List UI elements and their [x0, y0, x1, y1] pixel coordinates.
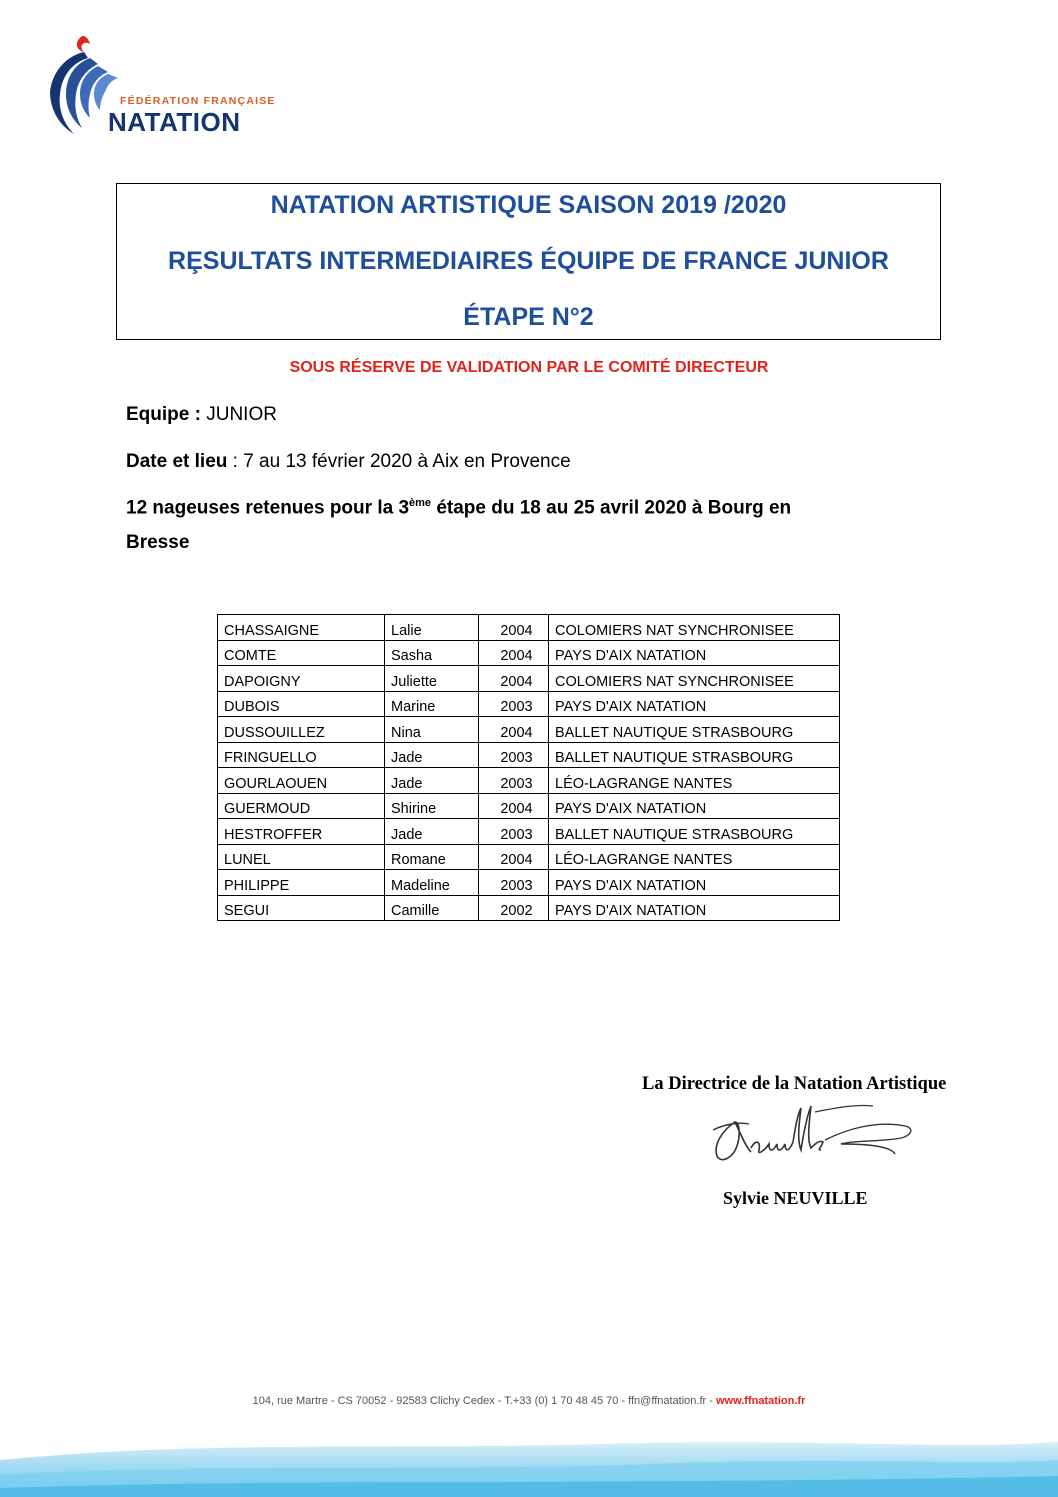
athlete-firstname: Jade — [385, 742, 479, 768]
athlete-club: PAYS D'AIX NATATION — [549, 793, 840, 819]
table-row — [218, 615, 840, 641]
athlete-birth-year: 2003 — [479, 742, 549, 768]
selection-text-start: 12 nageuses retenues pour la 3 — [126, 497, 410, 519]
athlete-surname: DAPOIGNY — [218, 666, 385, 692]
athlete-club: COLOMIERS NAT SYNCHRONISEE — [549, 615, 840, 641]
table-row — [218, 895, 840, 921]
athlete-birth-year: 2004 — [479, 640, 549, 666]
athlete-birth-year: 2003 — [479, 768, 549, 794]
athlete-birth-year: 2003 — [479, 691, 549, 717]
athlete-birth-year: 2004 — [479, 717, 549, 743]
logo-subtitle: FÉDÉRATION FRANÇAISE — [120, 95, 276, 107]
athlete-firstname: Madeline — [385, 870, 479, 896]
athlete-firstname: Romane — [385, 844, 479, 870]
athlete-surname: GUERMOUD — [218, 793, 385, 819]
selection-info-line2: Bresse — [126, 532, 190, 553]
footer-waves-decoration — [0, 1420, 1058, 1497]
handwritten-signature — [705, 1100, 920, 1175]
athlete-club: PAYS D'AIX NATATION — [549, 870, 840, 896]
table-row — [218, 870, 840, 896]
selection-info — [126, 497, 791, 519]
athlete-club: COLOMIERS NAT SYNCHRONISEE — [549, 666, 840, 692]
athlete-firstname: Lalie — [385, 615, 479, 641]
athlete-surname: LUNEL — [218, 844, 385, 870]
athlete-surname: PHILIPPE — [218, 870, 385, 896]
footer-address-text: 104, rue Martre - CS 70052 - 92583 Clichy Cedex - T.+33 (0) 1 70 48 45 70 - ffn@ffnatation.fr - — [252, 1395, 716, 1407]
athlete-surname: DUBOIS — [218, 691, 385, 717]
athlete-birth-year: 2004 — [479, 666, 549, 692]
athlete-surname: FRINGUELLO — [218, 742, 385, 768]
table-row — [218, 691, 840, 717]
table-row — [218, 666, 840, 692]
table-row — [218, 793, 840, 819]
title-results: RȨSULTATS INTERMEDIAIRES ÉQUIPE DE FRANCE JUNIOR — [168, 247, 889, 275]
selection-ordinal: ème — [409, 497, 432, 509]
athlete-firstname: Juliette — [385, 666, 479, 692]
athlete-birth-year: 2004 — [479, 793, 549, 819]
athlete-firstname: Jade — [385, 819, 479, 845]
athlete-firstname: Marine — [385, 691, 479, 717]
selection-text-end: étape du 18 au 25 avril 2020 à Bourg en — [431, 497, 792, 519]
title-stage: ÉTAPE N°2 — [463, 303, 594, 331]
athlete-birth-year: 2004 — [479, 844, 549, 870]
athlete-surname: CHASSAIGNE — [218, 615, 385, 641]
ffn-logo — [44, 32, 274, 142]
table-row — [218, 768, 840, 794]
table-row — [218, 742, 840, 768]
athlete-birth-year: 2004 — [479, 615, 549, 641]
table-row — [218, 819, 840, 845]
team-label: Equipe : — [126, 404, 201, 425]
athlete-surname: SEGUI — [218, 895, 385, 921]
athlete-surname: DUSSOUILLEZ — [218, 717, 385, 743]
date-value: : 7 au 13 février 2020 à Aix en Provence — [227, 451, 571, 472]
athlete-surname: COMTE — [218, 640, 385, 666]
team-info — [126, 404, 277, 426]
athlete-club: LÉO-LAGRANGE NANTES — [549, 768, 840, 794]
athlete-birth-year: 2002 — [479, 895, 549, 921]
table-row — [218, 844, 840, 870]
athlete-firstname: Camille — [385, 895, 479, 921]
athlete-club: BALLET NAUTIQUE STRASBOURG — [549, 819, 840, 845]
title-box — [116, 183, 941, 340]
footer-website-link[interactable]: www.ffnatation.fr — [715, 1395, 806, 1407]
athlete-club: LÉO-LAGRANGE NANTES — [549, 844, 840, 870]
athlete-firstname: Shirine — [385, 793, 479, 819]
athlete-club: PAYS D'AIX NATATION — [549, 895, 840, 921]
signature-title: La Directrice de la Natation Artistique — [642, 1074, 947, 1094]
title-season: NATATION ARTISTIQUE SAISON 2019 /2020 — [270, 191, 787, 219]
validation-notice: SOUS RÉSERVE DE VALIDATION PAR LE COMITÉ DIRECTEUR — [289, 359, 769, 376]
athlete-firstname: Jade — [385, 768, 479, 794]
logo-title: NATATION — [108, 107, 241, 137]
athlete-club: PAYS D'AIX NATATION — [549, 691, 840, 717]
athlete-firstname: Sasha — [385, 640, 479, 666]
athlete-club: BALLET NAUTIQUE STRASBOURG — [549, 717, 840, 743]
date-info — [126, 451, 571, 473]
athlete-surname: GOURLAOUEN — [218, 768, 385, 794]
athlete-surname: HESTROFFER — [218, 819, 385, 845]
athlete-birth-year: 2003 — [479, 819, 549, 845]
athlete-club: PAYS D'AIX NATATION — [549, 640, 840, 666]
table-row — [218, 717, 840, 743]
signatory-name: Sylvie NEUVILLE — [723, 1188, 868, 1208]
team-value: JUNIOR — [200, 404, 277, 425]
table-row — [218, 640, 840, 666]
date-label: Date et lieu — [126, 451, 228, 472]
athlete-birth-year: 2003 — [479, 870, 549, 896]
footer-address — [0, 1395, 1058, 1407]
athlete-firstname: Nina — [385, 717, 479, 743]
athlete-club: BALLET NAUTIQUE STRASBOURG — [549, 742, 840, 768]
athletes-table — [217, 614, 840, 921]
